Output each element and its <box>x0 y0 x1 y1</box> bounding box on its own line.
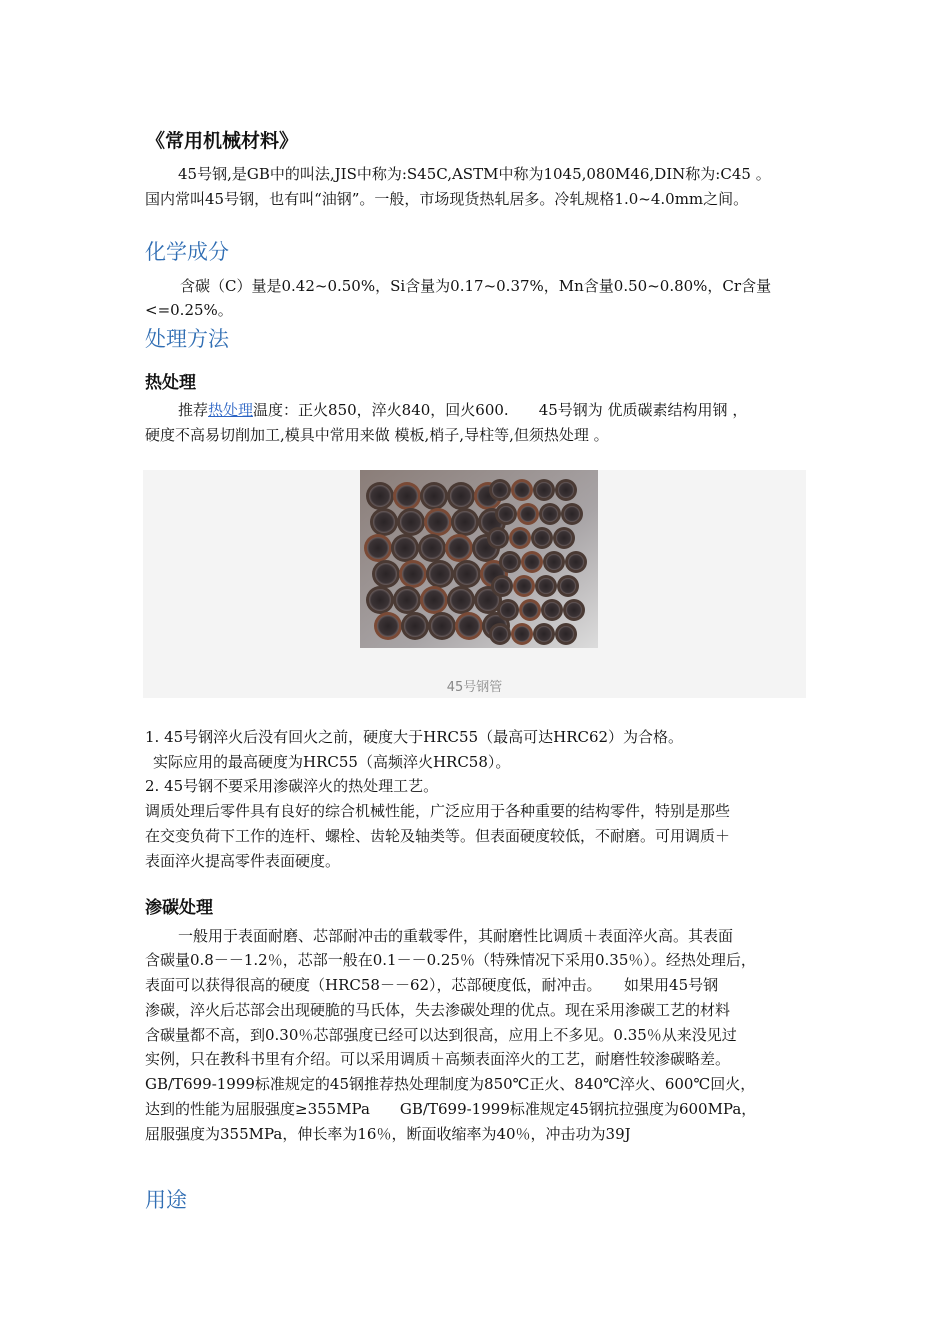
note-1: 1. 45号钢淬火后没有回火之前，硬度大于HRC55（最高可达HRC62）为合格。 <box>145 728 684 746</box>
carburizing-line-8: 达到的性能为屈服强度≥355MPa GB/T699-1999标准规定45钢抗拉强度为600MPa， <box>145 1100 757 1118</box>
carburizing-line-9: 屈服强度为355MPa，伸长率为16％，断面收缩率为40％，冲击功为39J <box>145 1125 631 1143</box>
heat-treatment-line-1 <box>178 398 747 422</box>
pipe-hole <box>492 482 508 498</box>
pipe-hole <box>558 626 574 642</box>
pipe-hole <box>516 578 532 594</box>
pipe-hole <box>402 563 424 585</box>
pipe-hole <box>394 537 416 559</box>
pipe-hole <box>520 506 536 522</box>
note-2: 2. 45号钢不要采用渗碳淬火的热处理工艺。 <box>145 777 439 795</box>
pipe-hole <box>524 554 540 570</box>
heat-treatment-line-2: 硬度不高易切削加工,模具中常用来做 模板,梢子,导柱等,但须热处理 。 <box>145 426 609 444</box>
pipe-hole <box>373 511 395 533</box>
pipe-hole <box>502 554 518 570</box>
pipe-hole <box>536 482 552 498</box>
pipe-hole <box>375 563 397 585</box>
heat-treatment-rest: 温度：正火850，淬火840，回火600. 45号钢为 优质碳素结构用钢 ， <box>253 401 748 419</box>
pipe-hole <box>454 511 476 533</box>
pipe-hole <box>568 554 584 570</box>
pipe-hole <box>431 615 453 637</box>
intro-line-2: 国内常叫45号钢，也有叫“油钢”。一般，市场现货热轧居多。冷轧规格1.0~4.0mm之间。 <box>145 190 749 208</box>
steel-pipes-photo <box>360 470 598 648</box>
pipe-hole <box>536 626 552 642</box>
heat-treatment-link[interactable]: 热处理 <box>208 401 254 419</box>
pipe-hole <box>396 485 418 507</box>
pipe-hole <box>522 602 538 618</box>
carburizing-line-1: 一般用于表面耐磨、芯部耐冲击的重载零件，其耐磨性比调质＋表面淬火高。其表面 <box>178 927 734 945</box>
carburizing-line-7: GB/T699-1999标准规定的45钢推荐热处理制度为850℃正火、840℃淬火、600℃回火， <box>145 1075 756 1093</box>
carburizing-line-5: 含碳量都不高，到0.30％芯部强度已经可以达到很高，应用上不多见。0.35％从来没见过 <box>145 1026 737 1044</box>
pipe-hole <box>369 589 391 611</box>
carburizing-line-6: 实例，只在教科书里有介绍。可以采用调质＋高频表面淬火的工艺，耐磨性较渗碳略差。 <box>145 1050 731 1068</box>
pipe-hole <box>396 589 418 611</box>
pipe-hole <box>369 485 391 507</box>
quench-temper-line-3: 表面淬火提高零件表面硬度。 <box>145 852 341 870</box>
chemistry-line-2: <=0.25%。 <box>145 301 233 319</box>
section-heading-chemistry: 化学成分 <box>145 240 229 264</box>
note-1b: 实际应用的最高硬度为HRC55（高频淬火HRC58）。 <box>153 753 511 771</box>
quench-temper-line-1: 调质处理后零件具有良好的综合机械性能，广泛应用于各种重要的结构零件，特别是那些 <box>145 802 731 820</box>
pipe-hole <box>423 589 445 611</box>
pipe-hole <box>458 615 480 637</box>
subheading-heat-treatment: 热处理 <box>145 373 196 393</box>
figure-container <box>143 470 806 698</box>
pipe-hole <box>367 537 389 559</box>
carburizing-line-2: 含碳量0.8－－1.2％，芯部一般在0.1－－0.25％（特殊情况下采用0.35％）。经热处理后， <box>145 951 756 969</box>
pipe-hole <box>556 530 572 546</box>
pipe-hole <box>429 563 451 585</box>
section-heading-treatment: 处理方法 <box>145 327 229 351</box>
heat-treatment-prefix: 推荐 <box>178 401 209 419</box>
pipe-hole <box>448 537 470 559</box>
pipe-hole <box>423 485 445 507</box>
section-heading-usage: 用途 <box>145 1188 187 1212</box>
pipe-hole <box>560 578 576 594</box>
pipe-hole <box>558 482 574 498</box>
pipe-hole <box>450 485 472 507</box>
pipe-hole <box>421 537 443 559</box>
pipe-hole <box>538 578 554 594</box>
pipe-hole <box>492 626 508 642</box>
pipe-hole <box>534 530 550 546</box>
pipe-hole <box>498 506 514 522</box>
pipe-hole <box>404 615 426 637</box>
pipe-hole <box>542 506 558 522</box>
chemistry-line-1: 含碳（C）量是0.42~0.50%，Si含量为0.17~0.37%，Mn含量0.50~0.80%，Cr含量 <box>180 277 772 295</box>
carburizing-line-3: 表面可以获得很高的硬度（HRC58－－62），芯部硬度低，耐冲击。 如果用45号钢 <box>145 976 719 994</box>
subheading-carburizing: 渗碳处理 <box>145 898 213 918</box>
pipe-hole <box>377 615 399 637</box>
pipe-hole <box>514 482 530 498</box>
pipe-hole <box>564 506 580 522</box>
pipe-hole <box>400 511 422 533</box>
pipe-hole <box>566 602 582 618</box>
pipe-hole <box>544 602 560 618</box>
pipe-hole <box>456 563 478 585</box>
carburizing-line-4: 渗碳，淬火后芯部会出现硬脆的马氏体，失去渗碳处理的优点。现在采用渗碳工艺的材料 <box>145 1001 731 1019</box>
pipe-hole <box>490 530 506 546</box>
pipe-hole <box>494 578 510 594</box>
quench-temper-line-2: 在交变负荷下工作的连杆、螺栓、齿轮及轴类等。但表面硬度较低，不耐磨。可用调质＋ <box>145 827 731 845</box>
pipe-hole <box>450 589 472 611</box>
pipe-hole <box>514 626 530 642</box>
document-title: 《常用机械材料》 <box>146 130 299 152</box>
pipe-hole <box>546 554 562 570</box>
pipe-hole <box>500 602 516 618</box>
pipe-hole <box>512 530 528 546</box>
intro-line-1: 45号钢,是GB中的叫法,JIS中称为:S45C,ASTM中称为1045,080M46,DIN称为:C45 。 <box>178 165 771 183</box>
pipe-hole <box>427 511 449 533</box>
figure-caption: 45号钢管 <box>446 680 503 695</box>
